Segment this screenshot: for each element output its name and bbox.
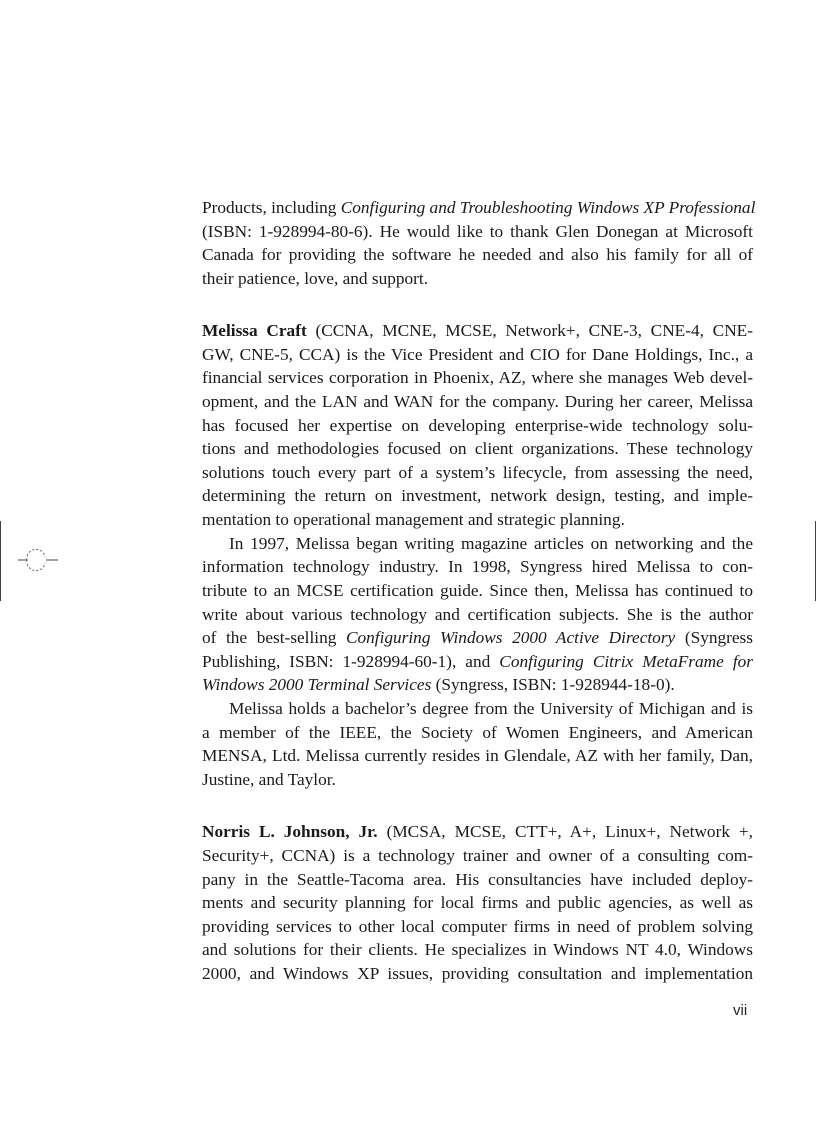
text-line: Windows 2000 Terminal Services (Syngress, ISBN: 1-928944-18-0). (202, 675, 675, 694)
text-line: Norris L. Johnson, Jr. (MCSA, MCSE, CTT+, A+, Linux+, Network +, (202, 822, 754, 841)
text-line: GW, CNE-5, CCA) is the Vice President and CIO for Dane Holdings, Inc., a (202, 345, 753, 364)
text-line: financial services corporation in Phoenix, AZ, where she manages Web devel- (202, 368, 753, 387)
text-line: write about various technology and certification subjects. She is the author (202, 605, 753, 624)
text-line: Melissa Craft (CCNA, MCNE, MCSE, Network+, CNE-3, CNE-4, CNE- (202, 321, 753, 340)
author-name: Norris L. Johnson, Jr. (202, 822, 378, 841)
text-line: has focused her expertise on developing enterprise-wide technology solu- (202, 416, 753, 435)
text-line: determining the return on investment, network design, testing, and imple- (202, 486, 753, 505)
text-line: a member of the IEEE, the Society of Women Engineers, and American (202, 723, 753, 742)
text-line: Melissa holds a bachelor’s degree from the University of Michigan and is (229, 699, 753, 718)
author-name: Melissa Craft (202, 321, 307, 340)
text-line: mentation to operational management and strategic planning. (202, 510, 625, 529)
text-line: their patience, love, and support. (202, 269, 429, 288)
text-line: information technology industry. In 1998, Syngress hired Melissa to con- (202, 557, 753, 576)
text-line: solutions touch every part of a system’s lifecycle, from assessing the need, (202, 463, 753, 482)
text-line: tions and methodologies focused on client organizations. These technology (202, 439, 753, 458)
text-line: 2000, and Windows XP issues, providing consultation and implementation (202, 964, 753, 983)
text-line: Justine, and Taylor. (202, 770, 336, 789)
text-line: Security+, CCNA) is a technology trainer and owner of a consulting com- (202, 846, 753, 865)
text-line: of the best-selling Configuring Windows 2000 Active Directory (Syngress (202, 628, 753, 647)
text-line: providing services to other local computer firms in need of problem solving (202, 917, 753, 936)
text-line: and solutions for their clients. He specializes in Windows NT 4.0, Windows (202, 940, 753, 959)
crop-mark-left (0, 521, 1, 601)
text-line: tribute to an MCSE certification guide. Since then, Melissa has continued to (202, 581, 753, 600)
text-line: (ISBN: 1-928994-80-6). He would like to thank Glen Donegan at Microsoft (202, 222, 753, 241)
text-line: Publishing, ISBN: 1-928994-60-1), and Configuring Citrix MetaFrame for (202, 652, 753, 671)
text-line: MENSA, Ltd. Melissa currently resides in Glendale, AZ with her family, Dan, (202, 746, 753, 765)
text-line: pany in the Seattle-Tacoma area. His consultancies have included deploy- (202, 870, 753, 889)
text-line: ments and security planning for local firms and public agencies, as well as (202, 893, 753, 912)
text-line: Canada for providing the software he needed and also his family for all of (202, 245, 753, 264)
text-line: In 1997, Melissa began writing magazine articles on networking and the (229, 534, 753, 553)
page-number: vii (733, 1002, 748, 1019)
registration-mark-icon (18, 548, 58, 572)
text-line: opment, and the LAN and WAN for the company. During her career, Melissa (202, 392, 753, 411)
text-line: Products, including Configuring and Troubleshooting Windows XP Professional (202, 198, 756, 217)
